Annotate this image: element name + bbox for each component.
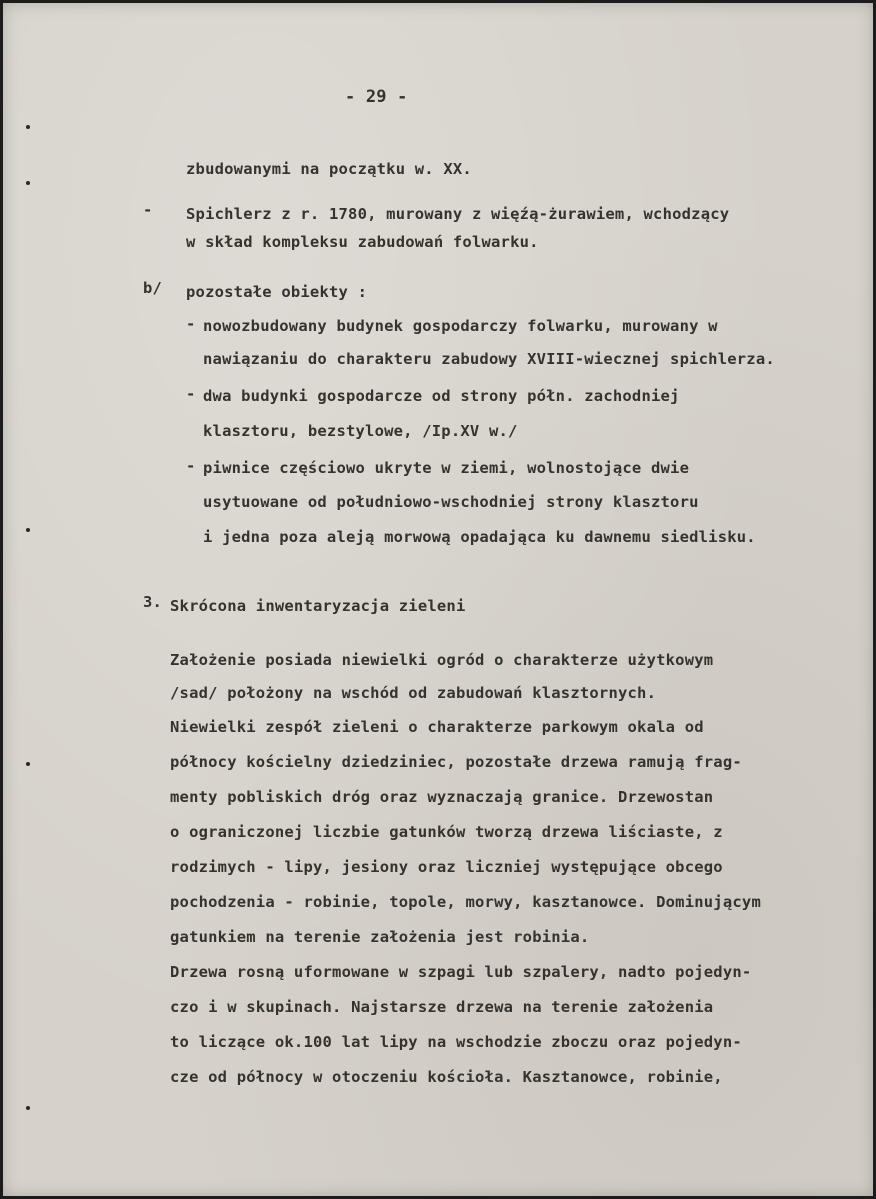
text-line: Drzewa rosną uformowane w szpagi lub szpalery, nadto pojedyn- [170,963,752,981]
text-line: Założenie posiada niewielki ogród o charakterze użytkowym [170,651,714,669]
text-line: w skład kompleksu zabudowań folwarku. [186,233,539,251]
text-line: usytuowane od południowo-wschodniej strony klasztoru [203,493,699,511]
page-number: - 29 - [345,87,408,107]
text-line: menty pobliskich dróg oraz wyznaczają granice. Drzewostan [170,788,714,806]
text-line: klasztoru, bezstylowe, /Ip.XV w./ [203,422,518,440]
text-line: zbudowanymi na początku w. XX. [186,160,472,178]
text-line: /sad/ położony na wschód od zabudowań klasztornych. [170,684,657,702]
text-line: dwa budynki gospodarcze od strony półn. zachodniej [203,387,680,405]
list-dash: - [186,315,196,333]
margin-dot [26,1106,30,1110]
margin-dot [26,125,30,129]
text-line: północy kościelny dziedziniec, pozostałe drzewa ramują frag- [170,753,742,771]
text-line: o ograniczonej liczbie gatunków tworzą drzewa liściaste, z [170,823,723,841]
list-marker-b: b/ [143,279,163,297]
text-line: Niewielki zespół zieleni o charakterze parkowym okala od [170,718,704,736]
list-dash: - [186,385,196,403]
text-line: pozostałe obiekty : [186,283,368,301]
text-line: to liczące ok.100 lat lipy na wschodzie zboczu oraz pojedyn- [170,1033,742,1051]
margin-dot [26,181,30,185]
margin-dot [26,528,30,532]
text-line: czo i w skupinach. Najstarsze drzewa na terenie założenia [170,998,714,1016]
text-line: nawiązaniu do charakteru zabudowy XVIII-wiecznej spichlerza. [203,350,775,368]
text-line: cze od północy w otoczeniu kościoła. Kasztanowce, robinie, [170,1068,723,1086]
text-line: piwnice częściowo ukryte w ziemi, wolnostojące dwie [203,459,690,477]
section-number: 3. [143,593,163,611]
text-line: gatunkiem na terenie założenia jest robinia. [170,928,590,946]
text-line: pochodzenia - robinie, topole, morwy, kasztanowce. Dominującym [170,893,761,911]
text-line: i jedna poza aleją morwową opadająca ku dawnemu siedlisku. [203,528,756,546]
list-dash: - [186,457,196,475]
margin-dot [26,762,30,766]
section-heading: Skrócona inwentaryzacja zieleni [170,597,466,615]
text-line: Spichlerz z r. 1780, murowany z więźą-żurawiem, wchodzący [186,205,730,223]
text-line: nowozbudowany budynek gospodarczy folwarku, murowany w [203,317,718,335]
text-line: rodzimych - lipy, jesiony oraz liczniej występujące obcego [170,858,723,876]
list-dash: - [143,201,153,219]
